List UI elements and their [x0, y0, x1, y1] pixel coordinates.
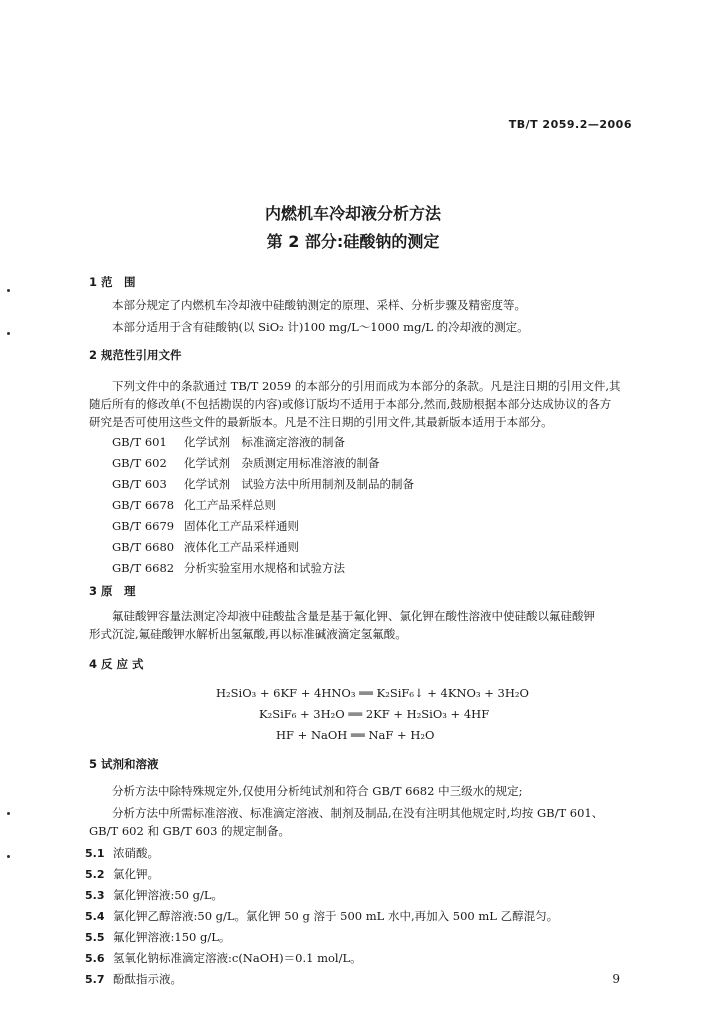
reagent-text: 浓硝酸。 [113, 846, 159, 860]
reagent-text: 氟化钾溶液:150 g/L。 [113, 930, 231, 944]
reagent-item [85, 929, 230, 945]
reagent-item [85, 866, 159, 882]
reagent-text: 氯化钾乙醇溶液:50 g/L。氯化钾 50 g 溶于 500 mL 水中,再加入 500 mL 乙醇混匀。 [113, 909, 559, 923]
reagent-text: 氢氧化钠标准滴定溶液:c(NaOH)＝0.1 mol/L。 [113, 951, 362, 965]
reagent-number: 5.6 [85, 952, 105, 965]
reagent-number: 5.4 [85, 910, 105, 923]
section-5-paragraph-2-line-1: 分析方法中所需标准溶液、标准滴定溶液、制剂及制品,在没有注明其他规定时,均按 GB/T 601、 [112, 806, 604, 820]
reference-code: GB/T 601 [112, 435, 167, 449]
section-5-paragraph-1: 分析方法中除特殊规定外,仅使用分析纯试剂和符合 GB/T 6682 中三级水的规定; [112, 784, 523, 798]
page-number: 9 [612, 972, 620, 986]
reference-code: GB/T 6682 [112, 561, 175, 575]
document-title: 内燃机车冷却液分析方法 [264, 204, 441, 223]
reference-title: 化工产品采样总则 [184, 498, 276, 512]
reference-code: GB/T 603 [112, 477, 167, 491]
section-3-paragraph-line-2: 形式沉淀,氟硅酸钾水解析出氢氟酸,再以标准碱液滴定氢氟酸。 [89, 627, 407, 641]
reference-item [112, 455, 380, 471]
reaction-equation-2: K₂SiF₆ + 3H₂O ══ 2KF + H₂SiO₃ + 4HF [259, 707, 490, 721]
reagent-number: 5.7 [85, 973, 105, 986]
section-4-heading: 4 反 应 式 [89, 657, 144, 671]
reference-title: 液体化工产品采样通则 [184, 540, 299, 554]
reagent-number: 5.5 [85, 931, 105, 944]
reference-item [112, 434, 345, 450]
reagent-number: 5.3 [85, 889, 105, 902]
reference-code: GB/T 602 [112, 456, 167, 470]
reference-item [112, 560, 345, 576]
reference-item [112, 497, 276, 513]
reagent-text: 氯化钾溶液:50 g/L。 [113, 888, 224, 902]
reagent-number: 5.2 [85, 868, 105, 881]
reagent-text: 氯化钾。 [113, 867, 159, 881]
section-2-heading: 2 规范性引用文件 [89, 348, 182, 362]
document-subtitle: 第 2 部分:硅酸钠的测定 [266, 232, 440, 251]
reference-item [112, 518, 299, 534]
reagent-item [85, 887, 223, 903]
reaction-equation-3: HF + NaOH ══ NaF + H₂O [276, 728, 435, 742]
reagent-item [85, 908, 558, 924]
scan-speck [7, 812, 10, 815]
section-1-paragraph-1: 本部分规定了内燃机车冷却液中硅酸钠测定的原理、采样、分析步骤及精密度等。 [112, 298, 526, 312]
reference-title: 固体化工产品采样通则 [184, 519, 299, 533]
scan-speck [7, 289, 10, 292]
standard-number: TB/T 2059.2—2006 [508, 118, 632, 131]
section-3-heading: 3 原 理 [89, 584, 136, 598]
section-2-paragraph-line-1: 下列文件中的条款通过 TB/T 2059 的本部分的引用而成为本部分的条款。凡是注日期的引用文件,其 [112, 379, 621, 393]
section-2-paragraph-line-2: 随后所有的修改单(不包括勘误的内容)或修订版均不适用于本部分,然而,鼓励根据本部分达成协议的各方 [89, 397, 612, 411]
reference-title: 化学试剂 试验方法中所用制剂及制品的制备 [184, 477, 414, 491]
section-1-paragraph-2: 本部分适用于含有硅酸钠(以 SiO₂ 计)100 mg/L～1000 mg/L 的冷却液的测定。 [112, 320, 529, 334]
reagent-item [85, 950, 362, 966]
reference-code: GB/T 6679 [112, 519, 175, 533]
reference-item [112, 539, 299, 555]
reference-code: GB/T 6678 [112, 498, 175, 512]
section-5-heading: 5 试剂和溶液 [89, 757, 159, 771]
scan-speck [7, 855, 10, 858]
section-1-heading: 1 范 围 [89, 275, 136, 289]
section-2-paragraph-line-3: 研究是否可使用这些文件的最新版本。凡是不注日期的引用文件,其最新版本适用于本部分。 [89, 415, 553, 429]
reaction-equation-1: H₂SiO₃ + 6KF + 4HNO₃ ══ K₂SiF₆↓ + 4KNO₃ + 3H₂O [216, 686, 529, 700]
section-3-paragraph-line-1: 氟硅酸钾容量法测定冷却液中硅酸盐含量是基于氟化钾、氯化钾在酸性溶液中使硅酸以氟硅酸钾 [112, 609, 595, 623]
reagent-item [85, 845, 159, 861]
reagent-item [85, 971, 182, 987]
reagent-text: 酚酞指示液。 [113, 972, 182, 986]
reagent-number: 5.1 [85, 847, 105, 860]
section-5-paragraph-2-line-2: GB/T 602 和 GB/T 603 的规定制备。 [89, 824, 291, 838]
reference-code: GB/T 6680 [112, 540, 175, 554]
reference-item [112, 476, 414, 492]
reference-title: 分析实验室用水规格和试验方法 [184, 561, 345, 575]
scan-speck [7, 332, 10, 335]
reference-title: 化学试剂 标准滴定溶液的制备 [184, 435, 345, 449]
reference-title: 化学试剂 杂质测定用标准溶液的制备 [184, 456, 380, 470]
